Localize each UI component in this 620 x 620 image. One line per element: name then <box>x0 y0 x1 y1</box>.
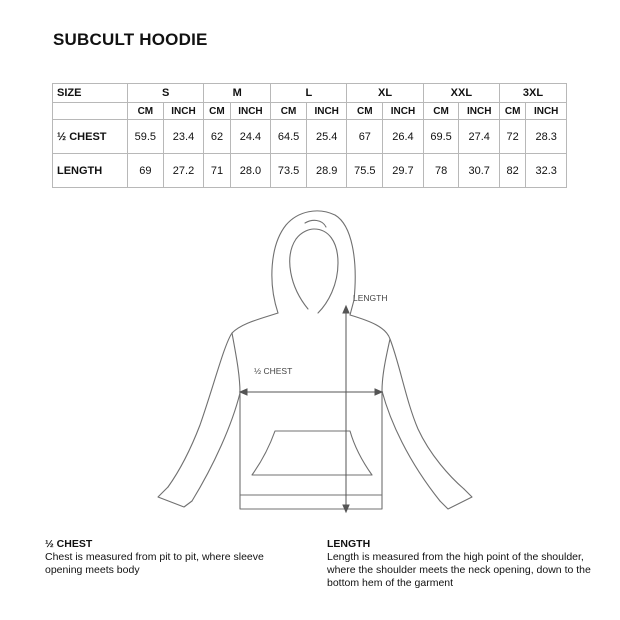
chest-label: ½ CHEST <box>254 366 293 376</box>
body-outline-right <box>350 315 464 489</box>
unit-row <box>53 103 567 120</box>
page-title: SUBCULT HOODIE <box>53 30 208 49</box>
unit-inch: INCH <box>383 103 424 120</box>
hood-fold <box>305 220 326 227</box>
right-cuff <box>440 489 472 509</box>
size-m: M <box>204 84 271 103</box>
unit-cm: CM <box>423 103 459 120</box>
table-cell: 82 <box>499 154 525 188</box>
size-header-label: SIZE <box>53 84 128 103</box>
chest-arrow-right <box>375 389 382 395</box>
table-cell: 62 <box>204 120 230 154</box>
unit-cm: CM <box>271 103 307 120</box>
table-row-chest <box>53 120 567 154</box>
table-cell: 23.4 <box>163 120 204 154</box>
unit-inch: INCH <box>459 103 500 120</box>
size-3xl: 3XL <box>499 84 566 103</box>
length-label: LENGTH <box>353 293 388 303</box>
table-cell: 59.5 <box>128 120 164 154</box>
table-cell: 27.4 <box>459 120 500 154</box>
unit-inch: INCH <box>306 103 347 120</box>
size-header-row <box>53 84 567 103</box>
armhole-seam <box>232 333 240 393</box>
table-cell: 28.3 <box>526 120 567 154</box>
table-cell: 67 <box>347 120 383 154</box>
table-cell: 32.3 <box>526 154 567 188</box>
size-chart-table <box>52 83 567 188</box>
table-cell: 28.0 <box>230 154 271 188</box>
table-cell: 72 <box>499 120 525 154</box>
hoodie-diagram <box>150 205 480 525</box>
table-cell: 24.4 <box>230 120 271 154</box>
unit-cm: CM <box>204 103 230 120</box>
table-cell: 25.4 <box>306 120 347 154</box>
table-cell: 29.7 <box>383 154 424 188</box>
chest-note <box>45 538 285 577</box>
table-cell: 27.2 <box>163 154 204 188</box>
left-cuff <box>158 487 192 507</box>
length-note-heading: LENGTH <box>327 538 371 550</box>
table-cell: 26.4 <box>383 120 424 154</box>
table-cell: 78 <box>423 154 459 188</box>
unit-inch: INCH <box>526 103 567 120</box>
armhole-seam <box>382 339 390 391</box>
length-note-text: Length is measured from the high point of the shoulder, where the shoulder meets the neck opening, down to the bottom hem of the garment <box>327 551 591 589</box>
table-cell: 69.5 <box>423 120 459 154</box>
length-note <box>327 538 597 590</box>
chest-arrow-left <box>240 389 247 395</box>
chest-note-text: Chest is measured from pit to pit, where sleeve opening meets body <box>45 551 264 576</box>
table-cell: 28.9 <box>306 154 347 188</box>
size-xxl: XXL <box>423 84 499 103</box>
table-cell: 73.5 <box>271 154 307 188</box>
unit-cm: CM <box>128 103 164 120</box>
hoodie-outline <box>158 211 472 509</box>
table-row-length <box>53 154 567 188</box>
unit-cm: CM <box>347 103 383 120</box>
size-l: L <box>271 84 347 103</box>
unit-cm: CM <box>499 103 525 120</box>
unit-inch: INCH <box>230 103 271 120</box>
kangaroo-pocket <box>252 431 372 475</box>
hem <box>240 495 382 509</box>
row-label-length: LENGTH <box>53 154 128 188</box>
right-sleeve-inner <box>382 391 440 501</box>
table-cell: 75.5 <box>347 154 383 188</box>
table-cell: 69 <box>128 154 164 188</box>
measurement-lines <box>240 306 382 512</box>
left-sleeve-inner <box>192 393 240 501</box>
chest-note-heading: ½ CHEST <box>45 538 93 550</box>
row-label-chest: ½ CHEST <box>53 120 128 154</box>
table-cell: 71 <box>204 154 230 188</box>
hood-outline <box>272 211 355 315</box>
table-cell: 30.7 <box>459 154 500 188</box>
table-cell: 64.5 <box>271 120 307 154</box>
hood-opening <box>290 229 338 313</box>
size-xl: XL <box>347 84 423 103</box>
length-arrow-top <box>343 306 349 313</box>
size-s: S <box>128 84 204 103</box>
unit-blank <box>53 103 128 120</box>
unit-inch: INCH <box>163 103 204 120</box>
